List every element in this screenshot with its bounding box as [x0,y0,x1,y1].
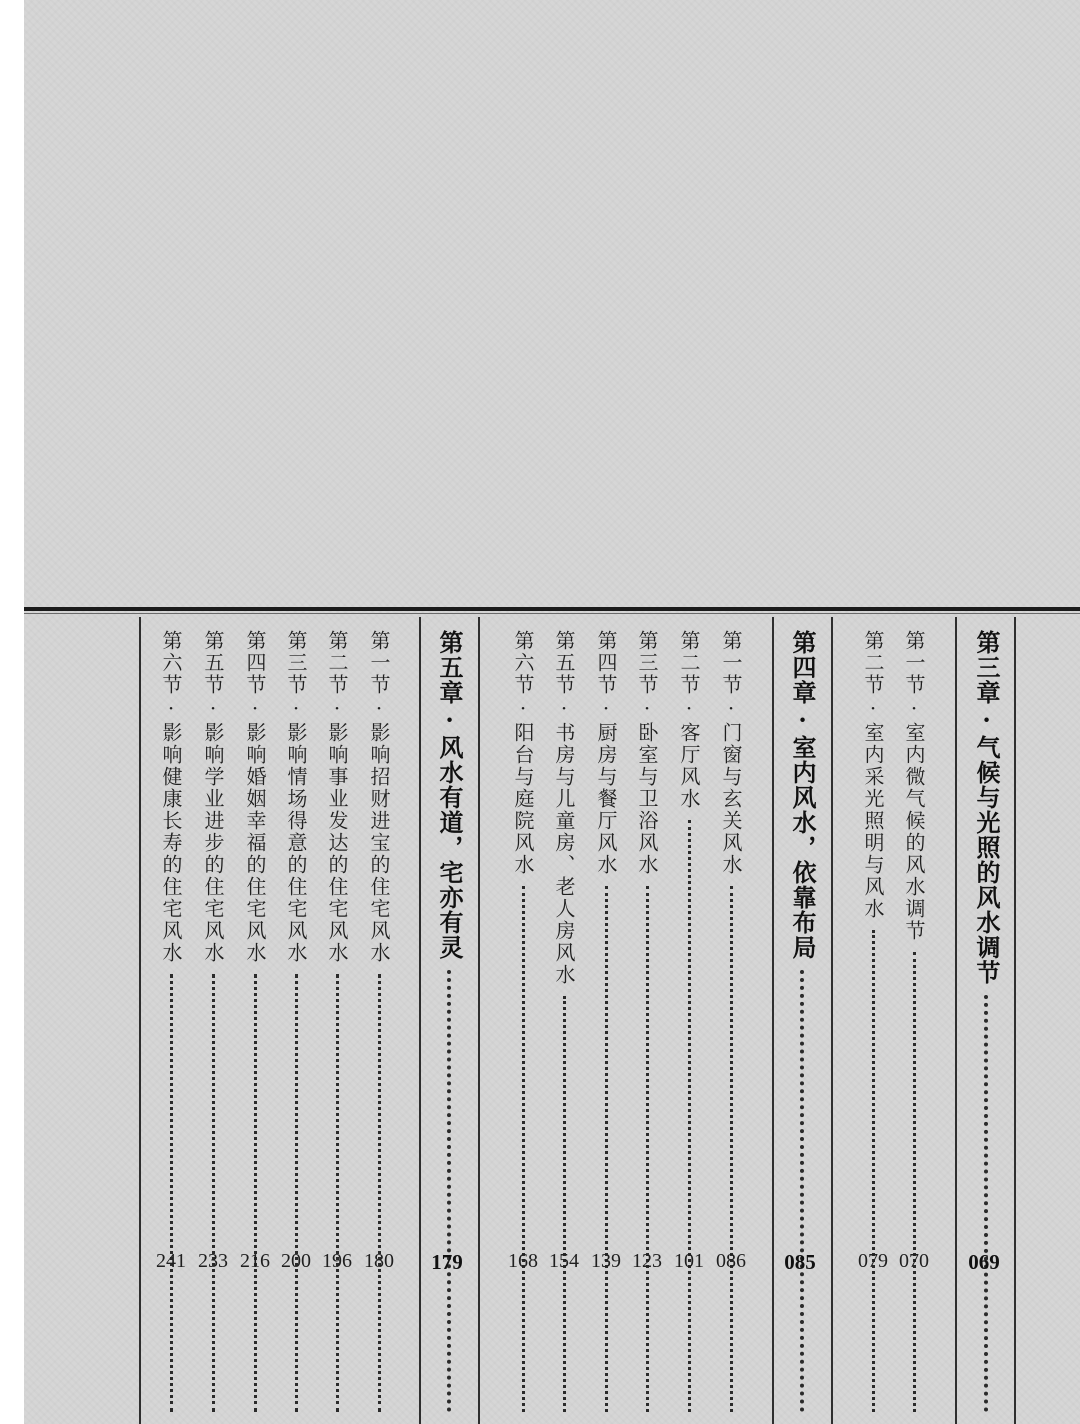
section-title: 第五节·书房与儿童房、老人房风水 [552,630,576,986]
leader-dots [563,996,566,1412]
chapter-divider [831,617,833,1424]
page-number: 101 [674,1250,704,1272]
section-title: 第六节·阳台与庭院风水 [511,630,535,876]
leader-dots [522,886,525,1412]
page-number: 179 [431,1250,463,1274]
toc-section[interactable] [709,630,753,1420]
leader-dots [254,974,257,1412]
toc-section[interactable] [315,630,359,1420]
leader-dots [447,970,451,1412]
section-title: 第一节·室内微气候的风水调节 [902,630,926,942]
page-number: 200 [281,1250,311,1272]
toc-section[interactable] [274,630,318,1420]
toc-section[interactable] [625,630,669,1420]
toc-section[interactable] [191,630,235,1420]
leader-dots [800,970,804,1412]
leader-dots [295,974,298,1412]
chapter-title: 第五章·风水有道，宅亦有灵 [435,630,464,960]
header-rule [24,607,1080,611]
section-title: 第二节·影响事业发达的住宅风水 [325,630,349,964]
leader-dots [336,974,339,1412]
toc-section[interactable] [851,630,895,1420]
toc-chapter-4[interactable] [778,630,826,1420]
page-number: 079 [858,1250,888,1272]
leader-dots [605,886,608,1412]
toc-section[interactable] [667,630,711,1420]
header-rule-thin [24,613,1080,614]
chapter-title: 第四章·室内风水，依靠布局 [788,630,817,960]
toc-chapter-5[interactable] [425,630,473,1420]
leader-dots [378,974,381,1412]
page-number: 085 [784,1250,816,1274]
chapter-title: 第三章·气候与光照的风水调节 [972,630,1001,985]
page-number: 196 [322,1250,352,1272]
page-number: 139 [591,1250,621,1272]
section-title: 第三节·影响情场得意的住宅风水 [284,630,308,964]
toc-section[interactable] [584,630,628,1420]
toc-section[interactable] [233,630,277,1420]
leader-dots [730,886,733,1412]
section-title: 第四节·影响婚姻幸福的住宅风水 [243,630,267,964]
page-number: 233 [198,1250,228,1272]
page-number: 180 [364,1250,394,1272]
section-title: 第一节·门窗与玄关风水 [719,630,743,876]
section-title: 第一节·影响招财进宝的住宅风水 [367,630,391,964]
page-number: 216 [240,1250,270,1272]
page-number: 086 [716,1250,746,1272]
section-title: 第四节·厨房与餐厅风水 [594,630,618,876]
section-title: 第六节·影响健康长寿的住宅风水 [159,630,183,964]
leader-dots [212,974,215,1412]
leader-dots [913,952,916,1412]
leader-dots [984,995,988,1412]
chapter-divider [478,617,480,1424]
chapter-divider [772,617,774,1424]
column-divider [139,617,141,1424]
toc-section[interactable] [892,630,936,1420]
chapter-divider [955,617,957,1424]
toc-section[interactable] [149,630,193,1420]
page-number: 123 [632,1250,662,1272]
toc-chapter-3[interactable] [962,630,1010,1420]
chapter-divider [419,617,421,1424]
leader-dots [688,820,691,1412]
page-number: 070 [899,1250,929,1272]
page-number: 154 [549,1250,579,1272]
section-title: 第二节·客厅风水 [677,630,701,810]
chapter-divider [1014,617,1016,1424]
leader-dots [170,974,173,1412]
leader-dots [872,930,875,1412]
page-number: 168 [508,1250,538,1272]
section-title: 第五节·影响学业进步的住宅风水 [201,630,225,964]
toc-section[interactable] [542,630,586,1420]
page-number: 069 [968,1250,1000,1274]
section-title: 第三节·卧室与卫浴风水 [635,630,659,876]
page-number: 241 [156,1250,186,1272]
section-title: 第二节·室内采光照明与风水 [861,630,885,920]
leader-dots [646,886,649,1412]
toc-section[interactable] [357,630,401,1420]
toc-section[interactable] [501,630,545,1420]
